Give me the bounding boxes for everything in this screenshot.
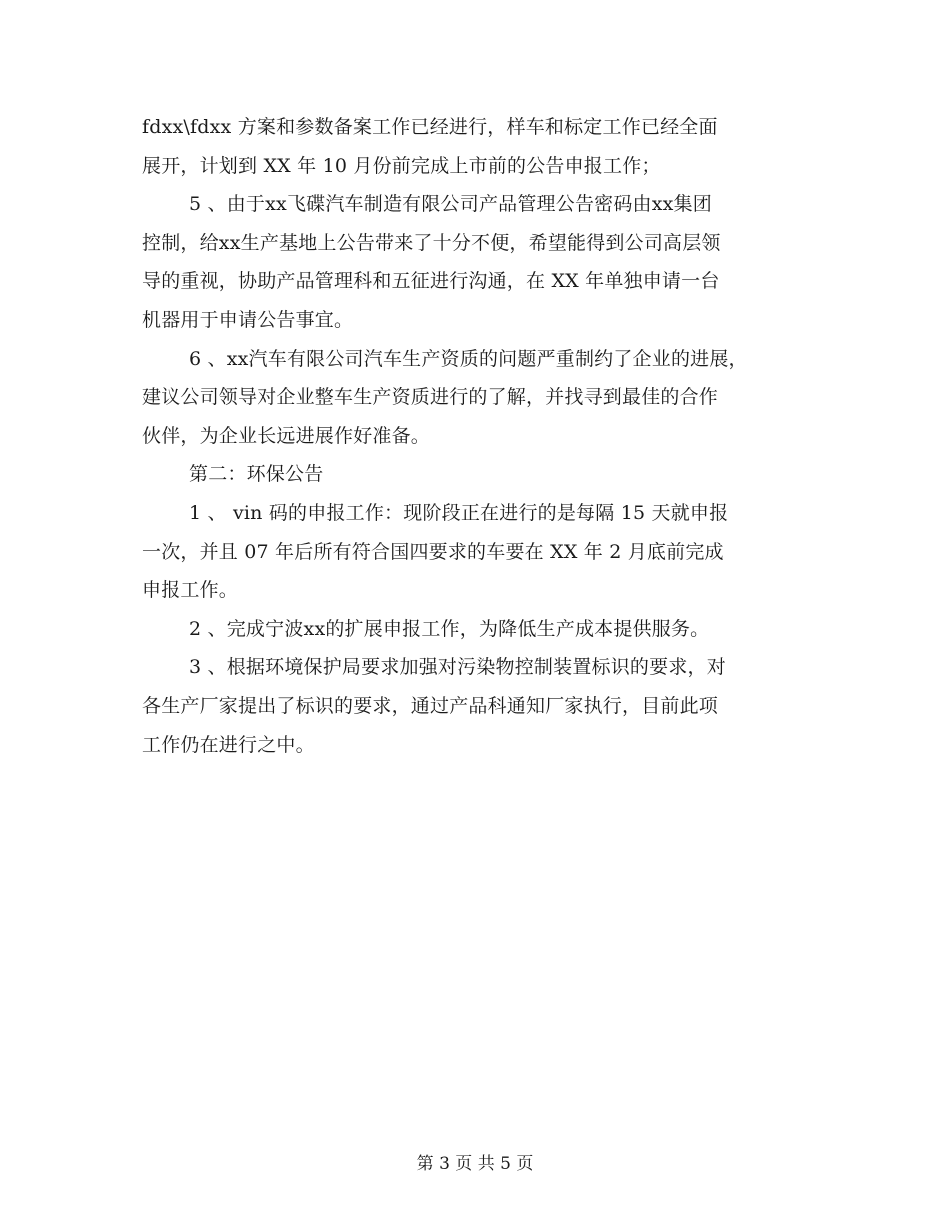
text-line: 各生产厂家提出了标识的要求，通过产品科通知厂家执行，目前此项	[142, 694, 719, 717]
page-number-footer: 第 3 页 共 5 页	[416, 1154, 534, 1174]
paragraph-item-2: 2 、完成宁波xx的扩展申报工作，为降低生产成本提供服务。	[189, 617, 710, 640]
text-line: 建议公司领导对企业整车生产资质进行的了解，并找寻到最佳的合作	[142, 386, 719, 409]
text-line: 机器用于申请公告事宜。	[142, 308, 354, 331]
paragraph-item-1: 1 、 vin 码的申报工作：现阶段正在进行的是每隔 15 天就申报	[189, 501, 729, 524]
text-line: 展开，计划到 XX 年 10 月份前完成上市前的公告申报工作；	[142, 154, 661, 177]
paragraph-item-3: 3 、根据环境保护局要求加强对污染物控制装置标识的要求，对	[189, 656, 726, 679]
text-line: 伙伴，为企业长远进展作好准备。	[142, 424, 431, 447]
paragraph-item-5: 5 、由于xx飞碟汽车制造有限公司产品管理公告密码由xx集团	[189, 193, 712, 216]
text-line: 导的重视，协助产品管理科和五征进行沟通，在 XX 年单独申请一台	[142, 270, 720, 293]
text-line: 控制，给xx生产基地上公告带来了十分不便，希望能得到公司高层领	[142, 231, 721, 254]
text-line: 一次，并且 07 年后所有符合国四要求的车要在 XX 年 2 月底前完成	[142, 540, 724, 563]
text-line: fdxx\fdxx 方案和参数备案工作已经进行，样车和标定工作已经全面	[142, 116, 718, 138]
text-line: 工作仍在进行之中。	[142, 733, 315, 756]
document-body	[142, 108, 810, 764]
section-heading: 第二：环保公告	[189, 463, 324, 486]
text-line: 申报工作。	[142, 579, 239, 602]
paragraph-item-6: 6 、xx汽车有限公司汽车生产资质的问题严重制约了企业的进展，	[189, 347, 748, 370]
